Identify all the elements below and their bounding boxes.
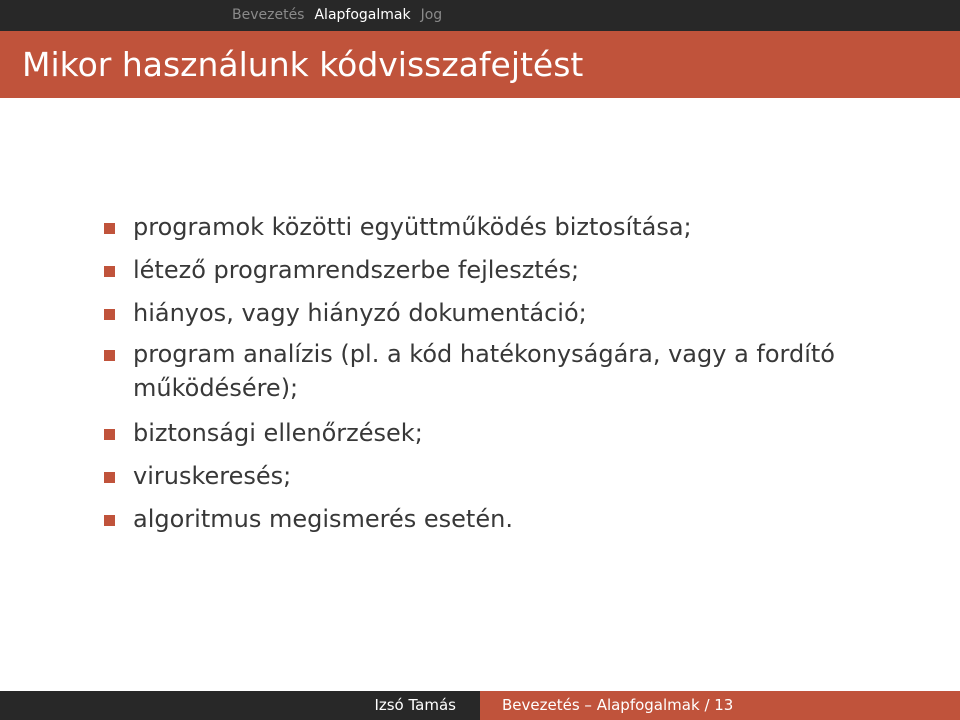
bullet-item xyxy=(0,337,960,405)
nav-section-jog[interactable]: Jog xyxy=(420,7,443,23)
square-bullet-icon xyxy=(104,515,115,526)
bullet-item xyxy=(0,208,960,246)
bullet-item xyxy=(0,414,960,452)
title-bar xyxy=(0,31,960,98)
square-bullet-icon xyxy=(104,472,115,483)
bullet-text: algoritmus megismerés esetén. xyxy=(133,505,513,533)
footer-author: Izsó Tamás xyxy=(374,696,456,714)
bullet-text: létező programrendszerbe fejlesztés; xyxy=(133,256,580,284)
slide-content xyxy=(0,208,960,543)
bullet-item xyxy=(0,251,960,289)
bullet-text: hiányos, vagy hiányzó dokumentáció; xyxy=(133,299,587,327)
footer-section-title: Bevezetés – Alapfogalmak xyxy=(502,696,700,714)
bullet-text: viruskeresés; xyxy=(133,462,292,490)
bullet-text: biztonsági ellenőrzések; xyxy=(133,419,423,447)
square-bullet-icon xyxy=(104,429,115,440)
footer-right-panel xyxy=(480,691,960,720)
bullet-list xyxy=(0,208,960,538)
square-bullet-icon xyxy=(104,223,115,234)
bullet-text: program analízis (pl. a kód hatékonyságára, vagy a fordító működésére); xyxy=(133,340,835,402)
bullet-item xyxy=(0,294,960,332)
footer-left-panel xyxy=(0,691,480,720)
bullet-item xyxy=(0,457,960,495)
footer-section-info xyxy=(502,697,733,714)
footer-page-number: 13 xyxy=(714,696,734,714)
square-bullet-icon xyxy=(104,266,115,277)
footer-bar xyxy=(0,691,960,720)
bullet-text: programok közötti együttműködés biztosítása; xyxy=(133,213,692,241)
nav-section-alapfogalmak[interactable]: Alapfogalmak xyxy=(314,7,411,23)
nav-section-list xyxy=(232,7,452,23)
square-bullet-icon xyxy=(104,350,115,361)
navigation-bar xyxy=(0,0,960,31)
nav-section-bevezetes[interactable]: Bevezetés xyxy=(232,7,305,23)
footer-page-separator: / xyxy=(699,696,715,714)
slide-title: Mikor használunk kódvisszafejtést xyxy=(22,45,584,84)
bullet-item xyxy=(0,500,960,538)
square-bullet-icon xyxy=(104,309,115,320)
